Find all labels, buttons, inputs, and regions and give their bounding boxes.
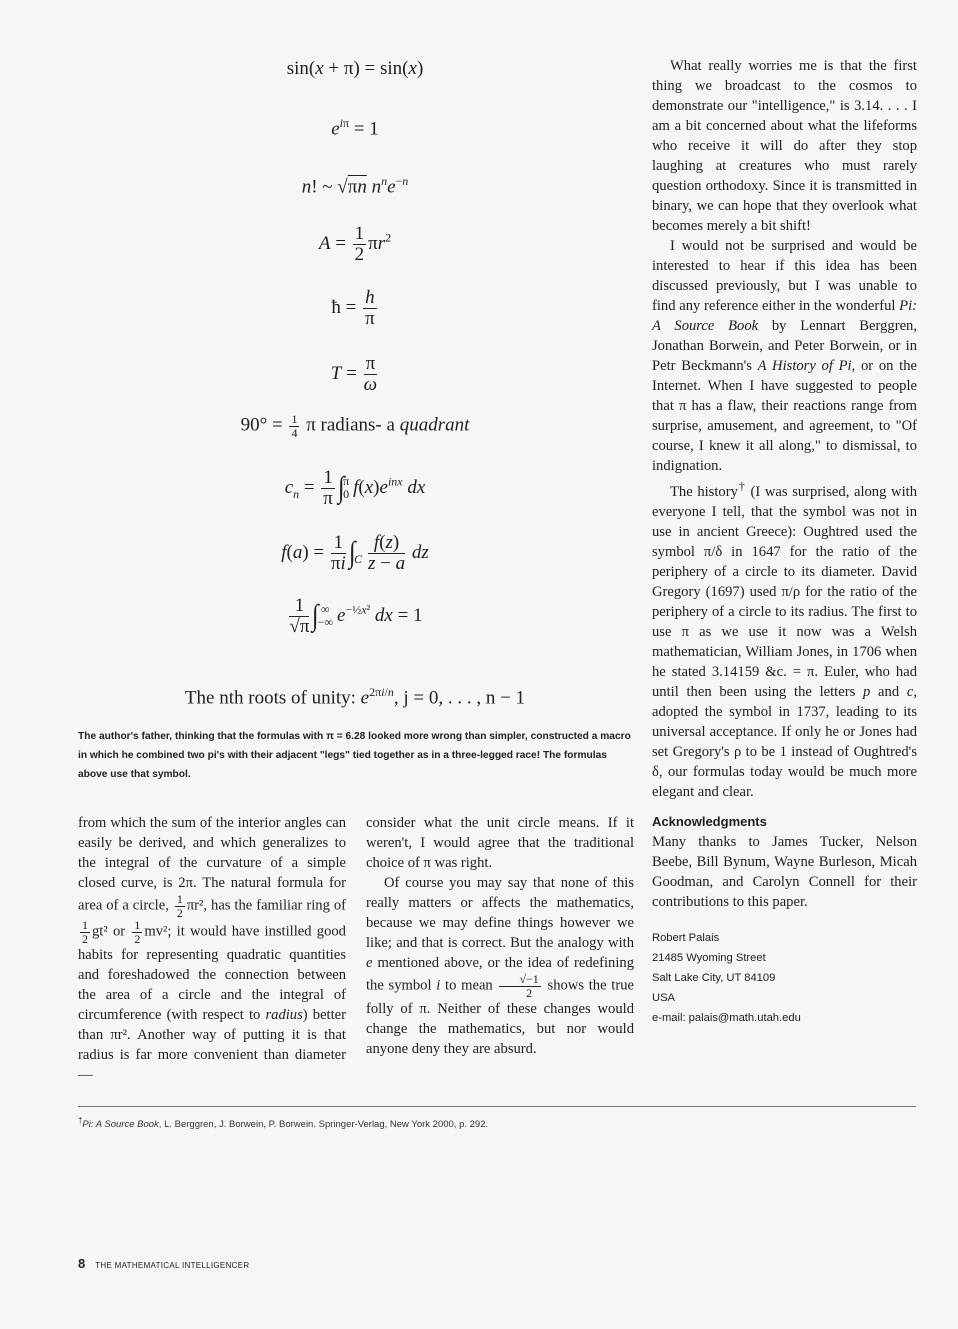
acknowledgments-heading: Acknowledgments	[652, 813, 767, 829]
footnote: †Pi: A Source Book, L. Berggren, J. Borwein, P. Borwein. Springer-Verlag, New York 2000, p. 292.	[78, 1116, 489, 1131]
journal-name: THE MATHEMATICAL INTELLIGENCER	[95, 1261, 250, 1270]
formula-cauchy: f(a) = $\frac{1}{\pi i}$ ∫ C $\frac{f(z)}{z - a}$ dz	[281, 532, 429, 574]
right-column	[652, 56, 917, 1028]
formula-quadrant: 90° = $\frac{1}{4}$ π radians- a quadrant	[240, 412, 470, 440]
formula-roots-tail: , j = 0, . . . , n − 1	[393, 687, 526, 709]
left-paragraph: from which the sum of the interior angles can easily be derived, and which generalizes to the integral of the curvature of a simple closed curve, is 2π. The natural formula for area of a circle, $\frac{1}{2}$ πr², has the familiar ring of $\frac{1}{2}$ gt² or $\frac{1}{2}$ mv²; it would have instilled good habits for representing quadratic quantities and foreshadowed the connection between the area of a circle and the integral of circumference (with respect to radius) better than πr². Another way of putting it is that radius is far more convenient than diameter—	[78, 815, 346, 1084]
author-country: USA	[652, 991, 676, 1004]
formula-roots-label: The nth roots of unity:	[184, 687, 356, 709]
left-column	[78, 813, 346, 1085]
right-paragraph-2: I would not be surprised and would be interested to hear if this idea has been discussed previously, but I was unable to find any reference either in the wonderful Pi: A Source Book by Lennart Berggren, Jonathan Borwein, and Peter Borwein, or in Petr Beckmann's A History of Pi, or on the Internet. When I have suggested to people that π has a flaw, their reactions range from surprise, amusement, and agreement, to "Of course, I knew it all along," to dismissal, to indignation.	[652, 238, 917, 474]
formula-sine: sin(x + π) = sin(x)	[286, 58, 424, 79]
author-city: Salt Lake City, UT 84109	[652, 971, 776, 984]
middle-column	[366, 813, 634, 1059]
footnote-divider	[78, 1106, 916, 1107]
right-paragraph-1: What really worries me is that the first thing we broadcast to the cosmos to demonstrate our "intelligence," is 3.14. . . . I am a bit concerned about what the lifeforms who receive it will do after they stop laughing at creatures who must rarely question orthodoxy. Since it is transmitted in binary, we can hope that they overlook what becomes merely a bit shift!	[652, 58, 917, 234]
formula-roots-of-unity: The nth roots of unity: $e^{2\pi i/n}$, j = 0, . . . , n − 1	[184, 685, 526, 709]
formula-fourier: $c_n$ = $\frac{1}{\pi}$ ∫ π 0 $f(x)e^{inx}$ dx	[284, 467, 426, 509]
page-number: 8	[78, 1256, 86, 1271]
author-email: e-mail: palais@math.utah.edu	[652, 1011, 801, 1024]
author-street: 21485 Wyoming Street	[652, 951, 766, 964]
page-footer	[78, 1256, 249, 1271]
right-paragraph-3: The history† (I was surprised, along with everyone I tell, that the symbol was not in use in ancient Greece): Oughtred used the symbol π/δ in 1647 for the ratio of the periphery of a circle to its diameter. David Gregory (1697) used π/ρ for the ratio of the periphery of a circle to its radius. The first to use π as we use it now was a Welsh mathematician, William Jones, in 1706 when he stated 3.14159 &c. = π. Euler, who had until then been using the letters p and c, adopted the symbol in 1737, leading to its universal acceptance. If only he or Jones had set Gregory's ρ to be 1 instead of Oughtred's δ, our formulas today would be much more elegant and clear.	[652, 479, 917, 800]
formula-hbar: ħ = $\frac{h}{\pi}$	[331, 287, 375, 329]
formula-area: A = $\frac{1}{2}$ $\pi r^2$	[318, 223, 392, 265]
formula-quadrant-text: radians- a	[320, 414, 395, 436]
author-name: Robert Palais	[652, 931, 720, 944]
formula-gaussian: $\frac{1}{√\pi}$ ∫ ∞ −∞ $e^{-\frac{1}{2}x^2}$ dx = 1	[289, 595, 423, 637]
formula-quadrant-word: quadrant	[399, 414, 470, 436]
acknowledgments-text: Many thanks to James Tucker, Nelson Beebe, Bill Bynum, Wayne Burleson, Micah Goodman, and Carolyn Connell for their contributions to this paper.	[652, 833, 917, 910]
formula-period: T = $\frac{\pi}{\omega}$	[330, 353, 378, 395]
formula-euler: $e^{i\pi} = 1$	[331, 116, 379, 140]
middle-paragraph-1: consider what the unit circle means. If it weren't, I would agree that the traditional choice of π was right.	[366, 815, 634, 871]
middle-paragraph-2: Of course you may say that none of this really matters or affects the mathematics, because we may define things however we like; and that is correct. But the analogy with e mentioned above, or the idea of redefining the symbol i to mean $\frac{√-1}{2}$ shows the true folly of π. Neither of these changes would change the mathematics, but nor would anyone deny they are absurd.	[366, 875, 634, 1058]
formula-stirling: n! ~ √πn $n^ne^{-n}$	[301, 174, 409, 198]
author-address	[652, 928, 917, 1028]
figure-caption: The author's father, thinking that the formulas with π = 6.28 looked more wrong than simpler, constructed a macro in which he combined two pi's with their adjacent "legs" tied together as in a three-legged race! The formulas above use that symbol.	[78, 731, 631, 780]
